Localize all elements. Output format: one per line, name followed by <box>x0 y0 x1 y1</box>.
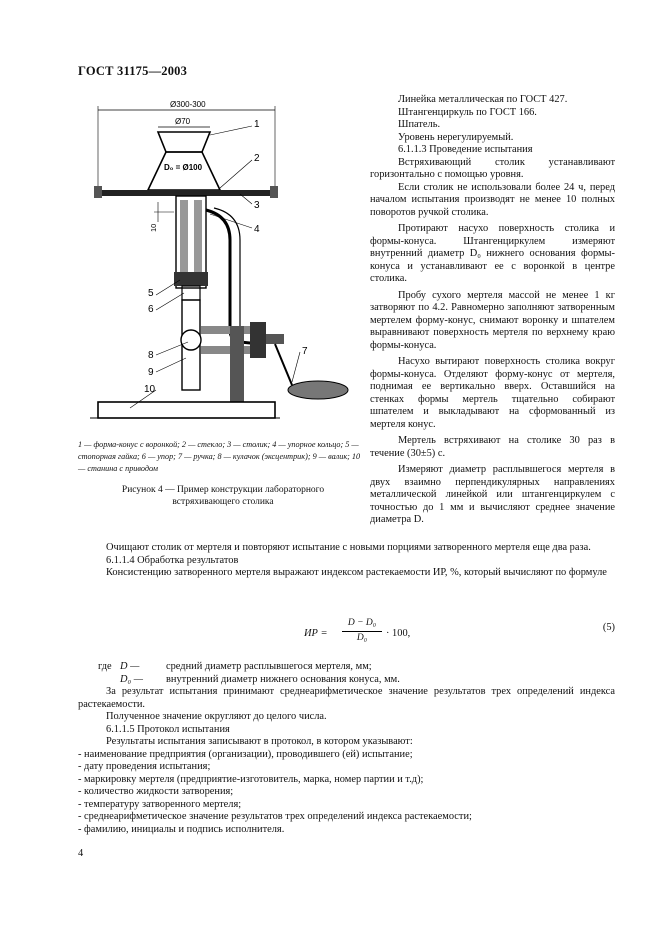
rc-line-spatula: Шпатель. <box>398 119 441 130</box>
shaking-table-diagram <box>70 90 380 435</box>
page-number: 4 <box>78 848 84 859</box>
figure-legend: 1 — форма-конус с воронкой; 2 — стекло; 3 — столик; 4 — упорное кольцо; 5 — стопорная гайка; 6 — упор; 7 — ручка; 8 — кулачок (эксцентрик); 9 — валик; 10 — станина с приводом <box>78 440 361 473</box>
callout-8: 8 <box>148 350 154 361</box>
rc-para-wipe: Протирают насухо поверхность столика и формы-конуса. Штангенциркулем измеряют внутренний диаметр D₀ нижнего основания формы-конуса и устанавливают ее с воронкой в центре столика. <box>370 223 615 284</box>
formula-number: (5) <box>602 622 615 633</box>
callout-7: 7 <box>302 346 308 357</box>
callout-2: 2 <box>254 153 260 164</box>
para-result: За результат испытания принимают среднеарифметическое значение результатов трех определений индекса растекаемости. <box>78 686 615 710</box>
rc-para-install: Встряхивающий столик устанавливают горизонтально с помощью уровня. <box>370 156 615 180</box>
para-protocol-intro: Результаты испытания записывают в протокол, в котором указывают: <box>106 736 413 747</box>
figure-4-drawing <box>70 90 380 435</box>
figure-title-line-2: встряхивающего столика <box>172 497 274 507</box>
body-section-2 <box>78 686 615 836</box>
para-repeat: Очищают столик от мертеля и повторяют испытание с новыми порциями затворенного мертеля еще два раза. <box>106 542 591 553</box>
rc-para-24h: Если столик не использовали более 24 ч, перед началом испытания производят не менее 10 полных поворотов ручкой столика. <box>370 181 615 218</box>
formula-legend <box>98 660 400 686</box>
rc-heading-procedure: 6.1.1.3 Проведение испытания <box>398 144 533 155</box>
dim-top-label: Ø300-300 <box>170 100 206 109</box>
para-consistency: Консистенцию затворенного мертеля выражают индексом растекаемости ИР, %, который вычисляют по формуле <box>106 567 607 578</box>
callout-5: 5 <box>148 288 154 299</box>
rc-para-cone: Насухо вытирают поверхность столика вокруг формы-конуса. Отделяют форму-конус от мертеля, поднимая ее вертикально вверх. Оставшийся на стенках формы мертель тщательно собирают шпателем и выкладывают на сформованный из мертеля конус. <box>370 356 615 430</box>
dim-left-label: 10 <box>149 223 158 232</box>
right-column-text <box>370 94 615 527</box>
callout-1: 1 <box>254 119 260 130</box>
formula-tail: · 100, <box>386 628 411 639</box>
callout-4: 4 <box>254 224 260 235</box>
callout-6: 6 <box>148 304 154 315</box>
where-d0-symbol: D₀ — <box>120 674 143 685</box>
where-d0-text: внутренний диаметр нижнего основания конуса, мм. <box>166 674 400 685</box>
callout-10: 10 <box>144 384 156 395</box>
formula-5 <box>78 620 615 650</box>
where-d-text: средний диаметр расплывшегося мертеля, мм; <box>166 661 372 672</box>
body-section-1 <box>78 542 615 580</box>
rc-line-caliper: Штангенциркуль по ГОСТ 166. <box>398 106 537 118</box>
list-item-average: - среднеарифметическое значение результатов трех определений индекса растекаемости; <box>78 811 472 822</box>
where-label: где <box>98 661 112 672</box>
heading-protocol: 6.1.1.5 Протокол испытания <box>106 723 230 735</box>
callout-9: 9 <box>148 367 154 378</box>
rc-para-sample: Пробу сухого мертеля массой не менее 1 кг затворяют по 4.2. Равномерно заполняют затворенным мертелем форму-конус, снимают воронку и шпателем выравнивают поверхность мертеля по верхнему краю формы-конуса. <box>370 289 615 351</box>
formula-numerator: D − D₀ <box>347 618 377 628</box>
list-item-signature: - фамилию, инициалы и подпись исполнителя. <box>78 823 285 835</box>
list-item-marking: - маркировку мертеля (предприятие-изготовитель, марка, номер партии и т.д); <box>78 773 424 785</box>
dim-mid-label: Ø70 <box>175 117 191 126</box>
dim-d0-label: D₀ = Ø100 <box>164 163 203 172</box>
formula-denominator: D₀ <box>356 633 368 643</box>
list-item-org: - наименование предприятия (организации), проводившего (ей) испытание; <box>78 748 413 760</box>
list-item-liquid: - количество жидкости затворения; <box>78 786 234 797</box>
rc-para-measure: Измеряют диаметр расплывшегося мертеля в двух взаимно перпендикулярных направлениях металлической линейкой или штангенциркулем с точностью до 1 мм и вычисляют среднее значение диаметра D. <box>370 464 615 525</box>
rc-para-shake: Мертель встряхивают на столике 30 раз в течение (30±5) с. <box>370 435 615 459</box>
where-d-symbol: D — <box>120 661 140 672</box>
document-header: ГОСТ 31175—2003 <box>78 64 188 78</box>
figure-title-line-1: Рисунок 4 — Пример конструкции лабораторного <box>121 485 325 495</box>
figure-title <box>78 484 368 508</box>
heading-processing: 6.1.1.4 Обработка результатов <box>106 554 239 566</box>
rc-line-level: Уровень нерегулируемый. <box>398 131 514 143</box>
list-item-date: - дату проведения испытания; <box>78 761 211 772</box>
list-item-temperature: - температуру затворенного мертеля; <box>78 798 242 810</box>
para-round: Полученное значение округляют до целого числа. <box>106 711 327 722</box>
rc-line-ruler: Линейка металлическая по ГОСТ 427. <box>398 94 568 105</box>
callout-3: 3 <box>254 200 260 211</box>
formula-lhs: ИР = <box>304 628 328 639</box>
